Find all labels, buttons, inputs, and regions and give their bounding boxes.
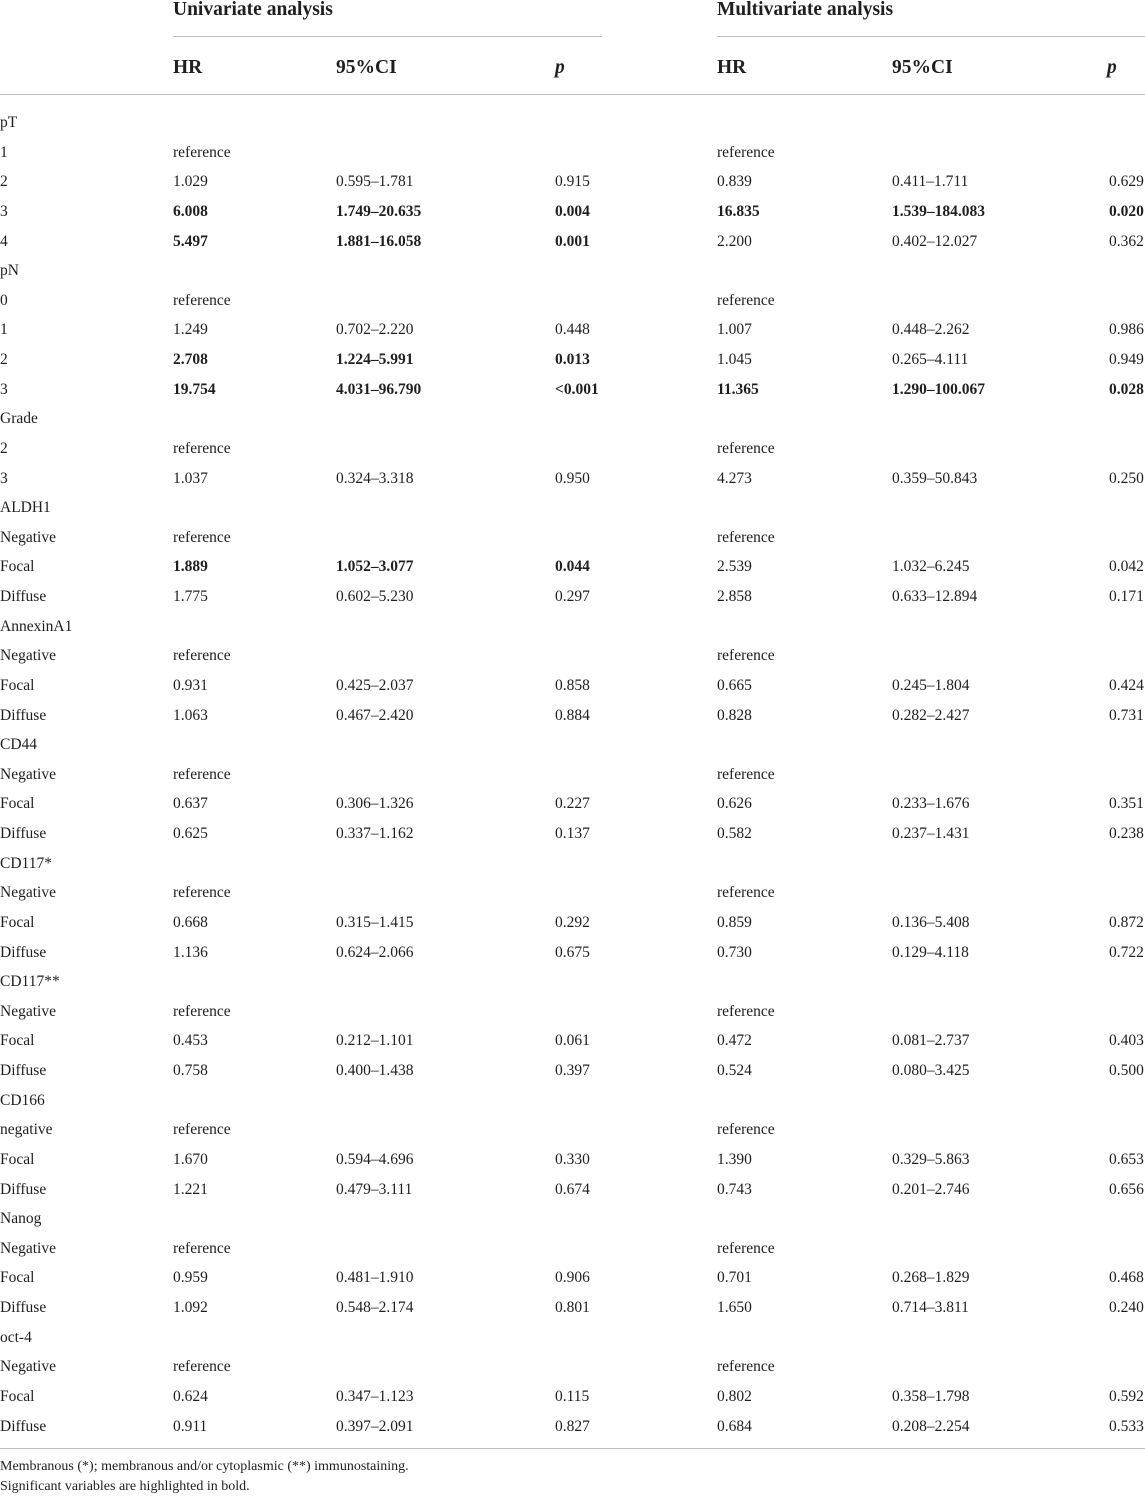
- univariate-ci-cell: 0.594–4.696: [336, 1150, 414, 1168]
- multivariate-header: Multivariate analysis: [717, 0, 894, 20]
- multivariate-hr-cell: 0.802: [717, 1387, 752, 1405]
- section-row: [0, 612, 1145, 642]
- multivariate-hr-cell: 2.858: [717, 588, 752, 605]
- multivariate-p-cell: 0.468: [1109, 1269, 1144, 1287]
- table-row: [0, 1056, 1145, 1086]
- table-row: [0, 1293, 1145, 1323]
- univariate-p-cell: 0.013: [555, 351, 590, 368]
- univariate-hr-cell: 1.221: [173, 1180, 208, 1198]
- univariate-p-cell: 0.884: [555, 706, 590, 724]
- multivariate-hr-cell: reference: [717, 1239, 775, 1257]
- univariate-ci-cell: 0.400–1.438: [336, 1062, 414, 1079]
- multivariate-p-cell: 0.629: [1109, 173, 1144, 191]
- multivariate-ci-cell: 0.633–12.894: [892, 588, 978, 605]
- univariate-hr-cell: 0.637: [173, 795, 208, 813]
- multivariate-hr-cell: 0.665: [717, 676, 752, 694]
- univariate-ci-cell: 0.602–5.230: [336, 588, 414, 605]
- row-label: Diffuse: [0, 1062, 47, 1079]
- table-row: [0, 1234, 1145, 1264]
- multivariate-hr-cell: reference: [717, 528, 775, 546]
- multivariate-hr-header: HR: [717, 57, 747, 78]
- multivariate-hr-cell: reference: [717, 765, 775, 783]
- univariate-hr-cell: reference: [173, 647, 231, 665]
- univariate-hr-cell: reference: [173, 765, 231, 783]
- multivariate-hr-cell: 11.365: [717, 380, 759, 398]
- row-label: 4: [0, 232, 8, 250]
- multivariate-p-cell: 0.362: [1109, 232, 1144, 250]
- section-row: [0, 256, 1145, 286]
- multivariate-hr-cell: 16.835: [717, 202, 760, 220]
- multivariate-p-cell: 0.238: [1109, 825, 1144, 842]
- row-label: 0: [0, 291, 8, 309]
- univariate-ci-cell: 1.224–5.991: [336, 351, 414, 368]
- multivariate-hr-cell: 1.045: [717, 351, 752, 368]
- row-label: 2: [0, 173, 8, 191]
- univariate-hr-cell: reference: [173, 1239, 231, 1257]
- row-label: Negative: [0, 647, 56, 665]
- multivariate-p-cell: 0.042: [1109, 558, 1144, 576]
- univariate-p-cell: 0.801: [555, 1299, 590, 1316]
- univariate-ci-cell: 0.347–1.123: [336, 1387, 414, 1405]
- table-row: [0, 582, 1145, 612]
- multivariate-p-cell: 0.872: [1109, 913, 1144, 931]
- multivariate-p-cell: 0.533: [1109, 1417, 1144, 1435]
- multivariate-p-cell: 0.656: [1109, 1180, 1144, 1198]
- table-row: [0, 671, 1145, 701]
- univariate-ci-cell: 0.479–3.111: [336, 1180, 413, 1198]
- row-label: 2: [0, 351, 8, 368]
- multivariate-hr-cell: 1.007: [717, 321, 752, 339]
- univariate-hr-cell: reference: [173, 1121, 231, 1139]
- row-label: Diffuse: [0, 825, 47, 842]
- table-row: [0, 315, 1145, 345]
- univariate-ci-cell: 1.052–3.077: [336, 558, 414, 576]
- multivariate-p-cell: 0.592: [1109, 1387, 1144, 1405]
- univariate-p-cell: 0.115: [555, 1387, 590, 1405]
- univariate-hr-cell: 0.931: [173, 676, 208, 694]
- univariate-ci-cell: 0.425–2.037: [336, 676, 414, 694]
- multivariate-ci-cell: 0.201–2.746: [892, 1180, 970, 1198]
- multivariate-hr-cell: 4.273: [717, 469, 752, 487]
- section-row: [0, 108, 1145, 138]
- footer-divider: [0, 1448, 1145, 1449]
- univariate-header-rule: [173, 36, 602, 37]
- section-row: [0, 1086, 1145, 1116]
- row-label: Focal: [0, 1387, 35, 1405]
- row-label: Diffuse: [0, 588, 47, 605]
- table-row: [0, 1145, 1145, 1175]
- multivariate-hr-cell: 0.626: [717, 795, 752, 813]
- row-label: Focal: [0, 913, 35, 931]
- table-row: [0, 1412, 1145, 1442]
- univariate-hr-cell: 19.754: [173, 380, 216, 398]
- multivariate-hr-cell: 0.472: [717, 1032, 752, 1050]
- row-label: Negative: [0, 884, 56, 902]
- row-label: Diffuse: [0, 706, 47, 724]
- row-label: Diffuse: [0, 1417, 47, 1435]
- multivariate-hr-cell: reference: [717, 291, 775, 309]
- multivariate-p-header: p: [1107, 57, 1117, 78]
- table-row: [0, 434, 1145, 464]
- table-body: [0, 108, 1145, 1441]
- multivariate-ci-cell: 0.358–1.798: [892, 1387, 970, 1405]
- table-row: [0, 345, 1145, 375]
- multivariate-hr-cell: 1.650: [717, 1299, 752, 1316]
- section-label: CD166: [0, 1091, 45, 1109]
- multivariate-p-cell: 0.722: [1109, 943, 1144, 961]
- section-label: AnnexinA1: [0, 617, 73, 635]
- multivariate-ci-cell: 0.265–4.111: [892, 351, 969, 368]
- row-label: Focal: [0, 676, 35, 694]
- univariate-p-cell: 0.044: [555, 558, 590, 576]
- row-label: Negative: [0, 528, 56, 546]
- table-row: [0, 701, 1145, 731]
- multivariate-ci-cell: 0.411–1.711: [892, 173, 969, 191]
- multivariate-hr-cell: 0.839: [717, 173, 752, 191]
- row-label: negative: [0, 1121, 53, 1139]
- multivariate-hr-cell: reference: [717, 647, 775, 665]
- univariate-ci-cell: 0.315–1.415: [336, 913, 414, 931]
- row-label: 3: [0, 469, 8, 487]
- multivariate-p-cell: 0.028: [1109, 380, 1144, 398]
- row-label: 2: [0, 439, 8, 457]
- section-label: Nanog: [0, 1210, 42, 1228]
- multivariate-ci-cell: 1.032–6.245: [892, 558, 970, 576]
- multivariate-ci-cell: 0.129–4.118: [892, 943, 969, 961]
- table-row: [0, 878, 1145, 908]
- row-label: Diffuse: [0, 1180, 47, 1198]
- univariate-hr-cell: reference: [173, 143, 231, 161]
- section-label: pN: [0, 262, 19, 280]
- multivariate-hr-cell: 0.684: [717, 1417, 752, 1435]
- univariate-header: Univariate analysis: [173, 0, 333, 20]
- univariate-ci-cell: 1.881–16.058: [336, 232, 422, 250]
- univariate-ci-cell: 0.306–1.326: [336, 795, 414, 813]
- multivariate-p-cell: 0.351: [1109, 795, 1144, 813]
- row-label: Diffuse: [0, 943, 47, 961]
- univariate-hr-cell: 0.758: [173, 1062, 208, 1079]
- row-label: Negative: [0, 1239, 56, 1257]
- multivariate-ci-cell: 1.290–100.067: [892, 380, 985, 398]
- multivariate-hr-cell: 0.730: [717, 943, 752, 961]
- table-row: [0, 464, 1145, 494]
- table-row: [0, 1175, 1145, 1205]
- multivariate-header-rule: [717, 36, 1145, 37]
- multivariate-hr-cell: 1.390: [717, 1150, 752, 1168]
- multivariate-hr-cell: 0.524: [717, 1062, 752, 1079]
- univariate-ci-cell: 0.624–2.066: [336, 943, 414, 961]
- multivariate-ci-cell: 0.282–2.427: [892, 706, 970, 724]
- section-row: [0, 493, 1145, 523]
- row-label: 1: [0, 321, 8, 339]
- univariate-hr-cell: reference: [173, 1358, 231, 1376]
- univariate-p-cell: 0.330: [555, 1150, 590, 1168]
- univariate-hr-cell: 1.670: [173, 1150, 208, 1168]
- univariate-hr-cell: 0.668: [173, 913, 208, 931]
- multivariate-ci-cell: 0.714–3.811: [892, 1299, 969, 1316]
- section-row: [0, 967, 1145, 997]
- multivariate-p-cell: 0.403: [1109, 1032, 1144, 1050]
- univariate-p-cell: 0.061: [555, 1032, 590, 1050]
- table-row: [0, 375, 1145, 405]
- univariate-p-cell: 0.004: [555, 202, 590, 220]
- univariate-p-header: p: [555, 57, 565, 78]
- univariate-hr-cell: reference: [173, 884, 231, 902]
- univariate-p-cell: 0.137: [555, 825, 590, 842]
- table-row: [0, 760, 1145, 790]
- univariate-hr-cell: 1.775: [173, 588, 208, 605]
- multivariate-ci-cell: 0.233–1.676: [892, 795, 970, 813]
- univariate-ci-cell: 4.031–96.790: [336, 380, 422, 398]
- table-row: [0, 1352, 1145, 1382]
- multivariate-hr-cell: 0.859: [717, 913, 752, 931]
- univariate-p-cell: 0.448: [555, 321, 590, 339]
- univariate-ci-cell: 0.548–2.174: [336, 1299, 414, 1316]
- table-row: [0, 641, 1145, 671]
- section-row: [0, 1323, 1145, 1353]
- table-row: [0, 819, 1145, 849]
- table-row: [0, 138, 1145, 168]
- univariate-hr-cell: 1.037: [173, 469, 208, 487]
- section-label: CD44: [0, 736, 38, 754]
- multivariate-hr-cell: reference: [717, 1121, 775, 1139]
- univariate-ci-cell: 0.212–1.101: [336, 1032, 414, 1050]
- multivariate-hr-cell: reference: [717, 439, 775, 457]
- univariate-hr-cell: reference: [173, 528, 231, 546]
- multivariate-hr-cell: reference: [717, 884, 775, 902]
- multivariate-ci-cell: 0.448–2.262: [892, 321, 970, 339]
- univariate-p-cell: 0.950: [555, 469, 590, 487]
- row-label: Negative: [0, 765, 56, 783]
- univariate-hr-cell: 1.889: [173, 558, 208, 576]
- univariate-hr-cell: 1.249: [173, 321, 208, 339]
- table-row: [0, 997, 1145, 1027]
- univariate-hr-cell: 5.497: [173, 232, 208, 250]
- univariate-hr-cell: 0.624: [173, 1387, 208, 1405]
- univariate-hr-cell: reference: [173, 1002, 231, 1020]
- univariate-ci-header: 95%CI: [336, 57, 397, 78]
- univariate-ci-cell: 0.702–2.220: [336, 321, 414, 339]
- univariate-ci-cell: 0.595–1.781: [336, 173, 414, 191]
- multivariate-hr-cell: 0.743: [717, 1180, 752, 1198]
- row-label: Focal: [0, 795, 35, 813]
- multivariate-p-cell: 0.986: [1109, 321, 1144, 339]
- row-label: 1: [0, 143, 8, 161]
- univariate-hr-cell: 1.063: [173, 706, 208, 724]
- multivariate-p-cell: 0.020: [1109, 202, 1144, 220]
- multivariate-ci-cell: 1.539–184.083: [892, 202, 985, 220]
- section-row: [0, 730, 1145, 760]
- table-row: [0, 789, 1145, 819]
- univariate-p-cell: 0.292: [555, 913, 590, 931]
- section-label: CD117*: [0, 854, 52, 872]
- univariate-p-cell: 0.297: [555, 588, 590, 605]
- univariate-hr-cell: 1.029: [173, 173, 208, 191]
- univariate-ci-cell: 0.337–1.162: [336, 825, 414, 842]
- univariate-hr-cell: reference: [173, 291, 231, 309]
- univariate-hr-cell: 1.136: [173, 943, 208, 961]
- section-row: [0, 849, 1145, 879]
- multivariate-hr-cell: 0.701: [717, 1269, 752, 1287]
- univariate-p-cell: 0.858: [555, 676, 590, 694]
- univariate-ci-cell: 0.467–2.420: [336, 706, 414, 724]
- multivariate-ci-cell: 0.080–3.425: [892, 1062, 970, 1079]
- table-row: [0, 552, 1145, 582]
- multivariate-ci-cell: 0.245–1.804: [892, 676, 970, 694]
- section-label: CD117**: [0, 973, 60, 991]
- multivariate-hr-cell: 0.582: [717, 825, 752, 842]
- multivariate-p-cell: 0.250: [1109, 469, 1144, 487]
- univariate-hr-header: HR: [173, 57, 203, 78]
- row-label: Focal: [0, 1032, 35, 1050]
- table-row: [0, 1263, 1145, 1293]
- univariate-p-cell: 0.397: [555, 1062, 590, 1079]
- univariate-hr-cell: 1.092: [173, 1299, 208, 1316]
- table-row: [0, 1382, 1145, 1412]
- table-row: [0, 938, 1145, 968]
- multivariate-hr-cell: 2.200: [717, 232, 752, 250]
- table-row: [0, 167, 1145, 197]
- row-label: 3: [0, 202, 8, 220]
- univariate-ci-cell: 0.481–1.910: [336, 1269, 414, 1287]
- multivariate-p-cell: 0.949: [1109, 351, 1144, 368]
- multivariate-p-cell: 0.653: [1109, 1150, 1144, 1168]
- multivariate-hr-cell: reference: [717, 143, 775, 161]
- multivariate-ci-cell: 0.081–2.737: [892, 1032, 970, 1050]
- univariate-p-cell: 0.906: [555, 1269, 590, 1287]
- section-label: Grade: [0, 410, 38, 428]
- table-row: [0, 1026, 1145, 1056]
- univariate-p-cell: 0.675: [555, 943, 590, 961]
- multivariate-ci-cell: 0.329–5.863: [892, 1150, 970, 1168]
- footnote-immunostaining: Membranous (*); membranous and/or cytoplasmic (**) immunostaining.: [0, 1459, 409, 1474]
- univariate-ci-cell: 0.324–3.318: [336, 469, 414, 487]
- multivariate-hr-cell: 0.828: [717, 706, 752, 724]
- univariate-p-cell: 0.915: [555, 173, 590, 191]
- table-row: [0, 227, 1145, 257]
- univariate-hr-cell: 0.959: [173, 1269, 208, 1287]
- univariate-hr-cell: 0.911: [173, 1417, 208, 1435]
- multivariate-hr-cell: reference: [717, 1358, 775, 1376]
- multivariate-ci-cell: 0.402–12.027: [892, 232, 978, 250]
- multivariate-p-cell: 0.500: [1109, 1062, 1144, 1079]
- table-row: [0, 197, 1145, 227]
- section-label: oct-4: [0, 1328, 32, 1346]
- section-label: pT: [0, 114, 18, 131]
- row-label: Focal: [0, 1269, 35, 1287]
- table-row: [0, 908, 1145, 938]
- table-row: [0, 1115, 1145, 1145]
- multivariate-p-cell: 0.424: [1109, 676, 1144, 694]
- multivariate-p-cell: 0.240: [1109, 1299, 1144, 1316]
- row-label: Negative: [0, 1358, 56, 1376]
- multivariate-ci-cell: 0.136–5.408: [892, 913, 970, 931]
- univariate-ci-cell: 1.749–20.635: [336, 202, 422, 220]
- row-label: Negative: [0, 1002, 56, 1020]
- multivariate-ci-cell: 0.208–2.254: [892, 1417, 970, 1435]
- univariate-p-cell: 0.227: [555, 795, 590, 813]
- table-row: [0, 523, 1145, 553]
- header-divider: [0, 94, 1145, 95]
- multivariate-hr-cell: reference: [717, 1002, 775, 1020]
- multivariate-ci-cell: 0.268–1.829: [892, 1269, 970, 1287]
- multivariate-p-cell: 0.731: [1109, 706, 1144, 724]
- univariate-p-cell: <0.001: [555, 380, 599, 398]
- univariate-hr-cell: 2.708: [173, 351, 208, 368]
- univariate-hr-cell: 0.453: [173, 1032, 208, 1050]
- multivariate-ci-cell: 0.359–50.843: [892, 469, 978, 487]
- table-row: [0, 286, 1145, 316]
- multivariate-ci-cell: 0.237–1.431: [892, 825, 970, 842]
- row-label: Focal: [0, 558, 35, 576]
- section-row: [0, 404, 1145, 434]
- univariate-p-cell: 0.674: [555, 1180, 590, 1198]
- section-label: ALDH1: [0, 499, 51, 517]
- univariate-p-cell: 0.827: [555, 1417, 590, 1435]
- row-label: Focal: [0, 1150, 35, 1168]
- univariate-p-cell: 0.001: [555, 232, 590, 250]
- row-label: 3: [0, 380, 8, 398]
- multivariate-ci-header: 95%CI: [892, 57, 953, 78]
- univariate-hr-cell: 6.008: [173, 202, 208, 220]
- row-label: Diffuse: [0, 1299, 47, 1316]
- univariate-hr-cell: 0.625: [173, 825, 208, 842]
- univariate-ci-cell: 0.397–2.091: [336, 1417, 414, 1435]
- univariate-hr-cell: reference: [173, 439, 231, 457]
- multivariate-p-cell: 0.171: [1109, 588, 1144, 605]
- multivariate-hr-cell: 2.539: [717, 558, 752, 576]
- section-row: [0, 1204, 1145, 1234]
- footnote-bold: Significant variables are highlighted in bold.: [0, 1479, 250, 1494]
